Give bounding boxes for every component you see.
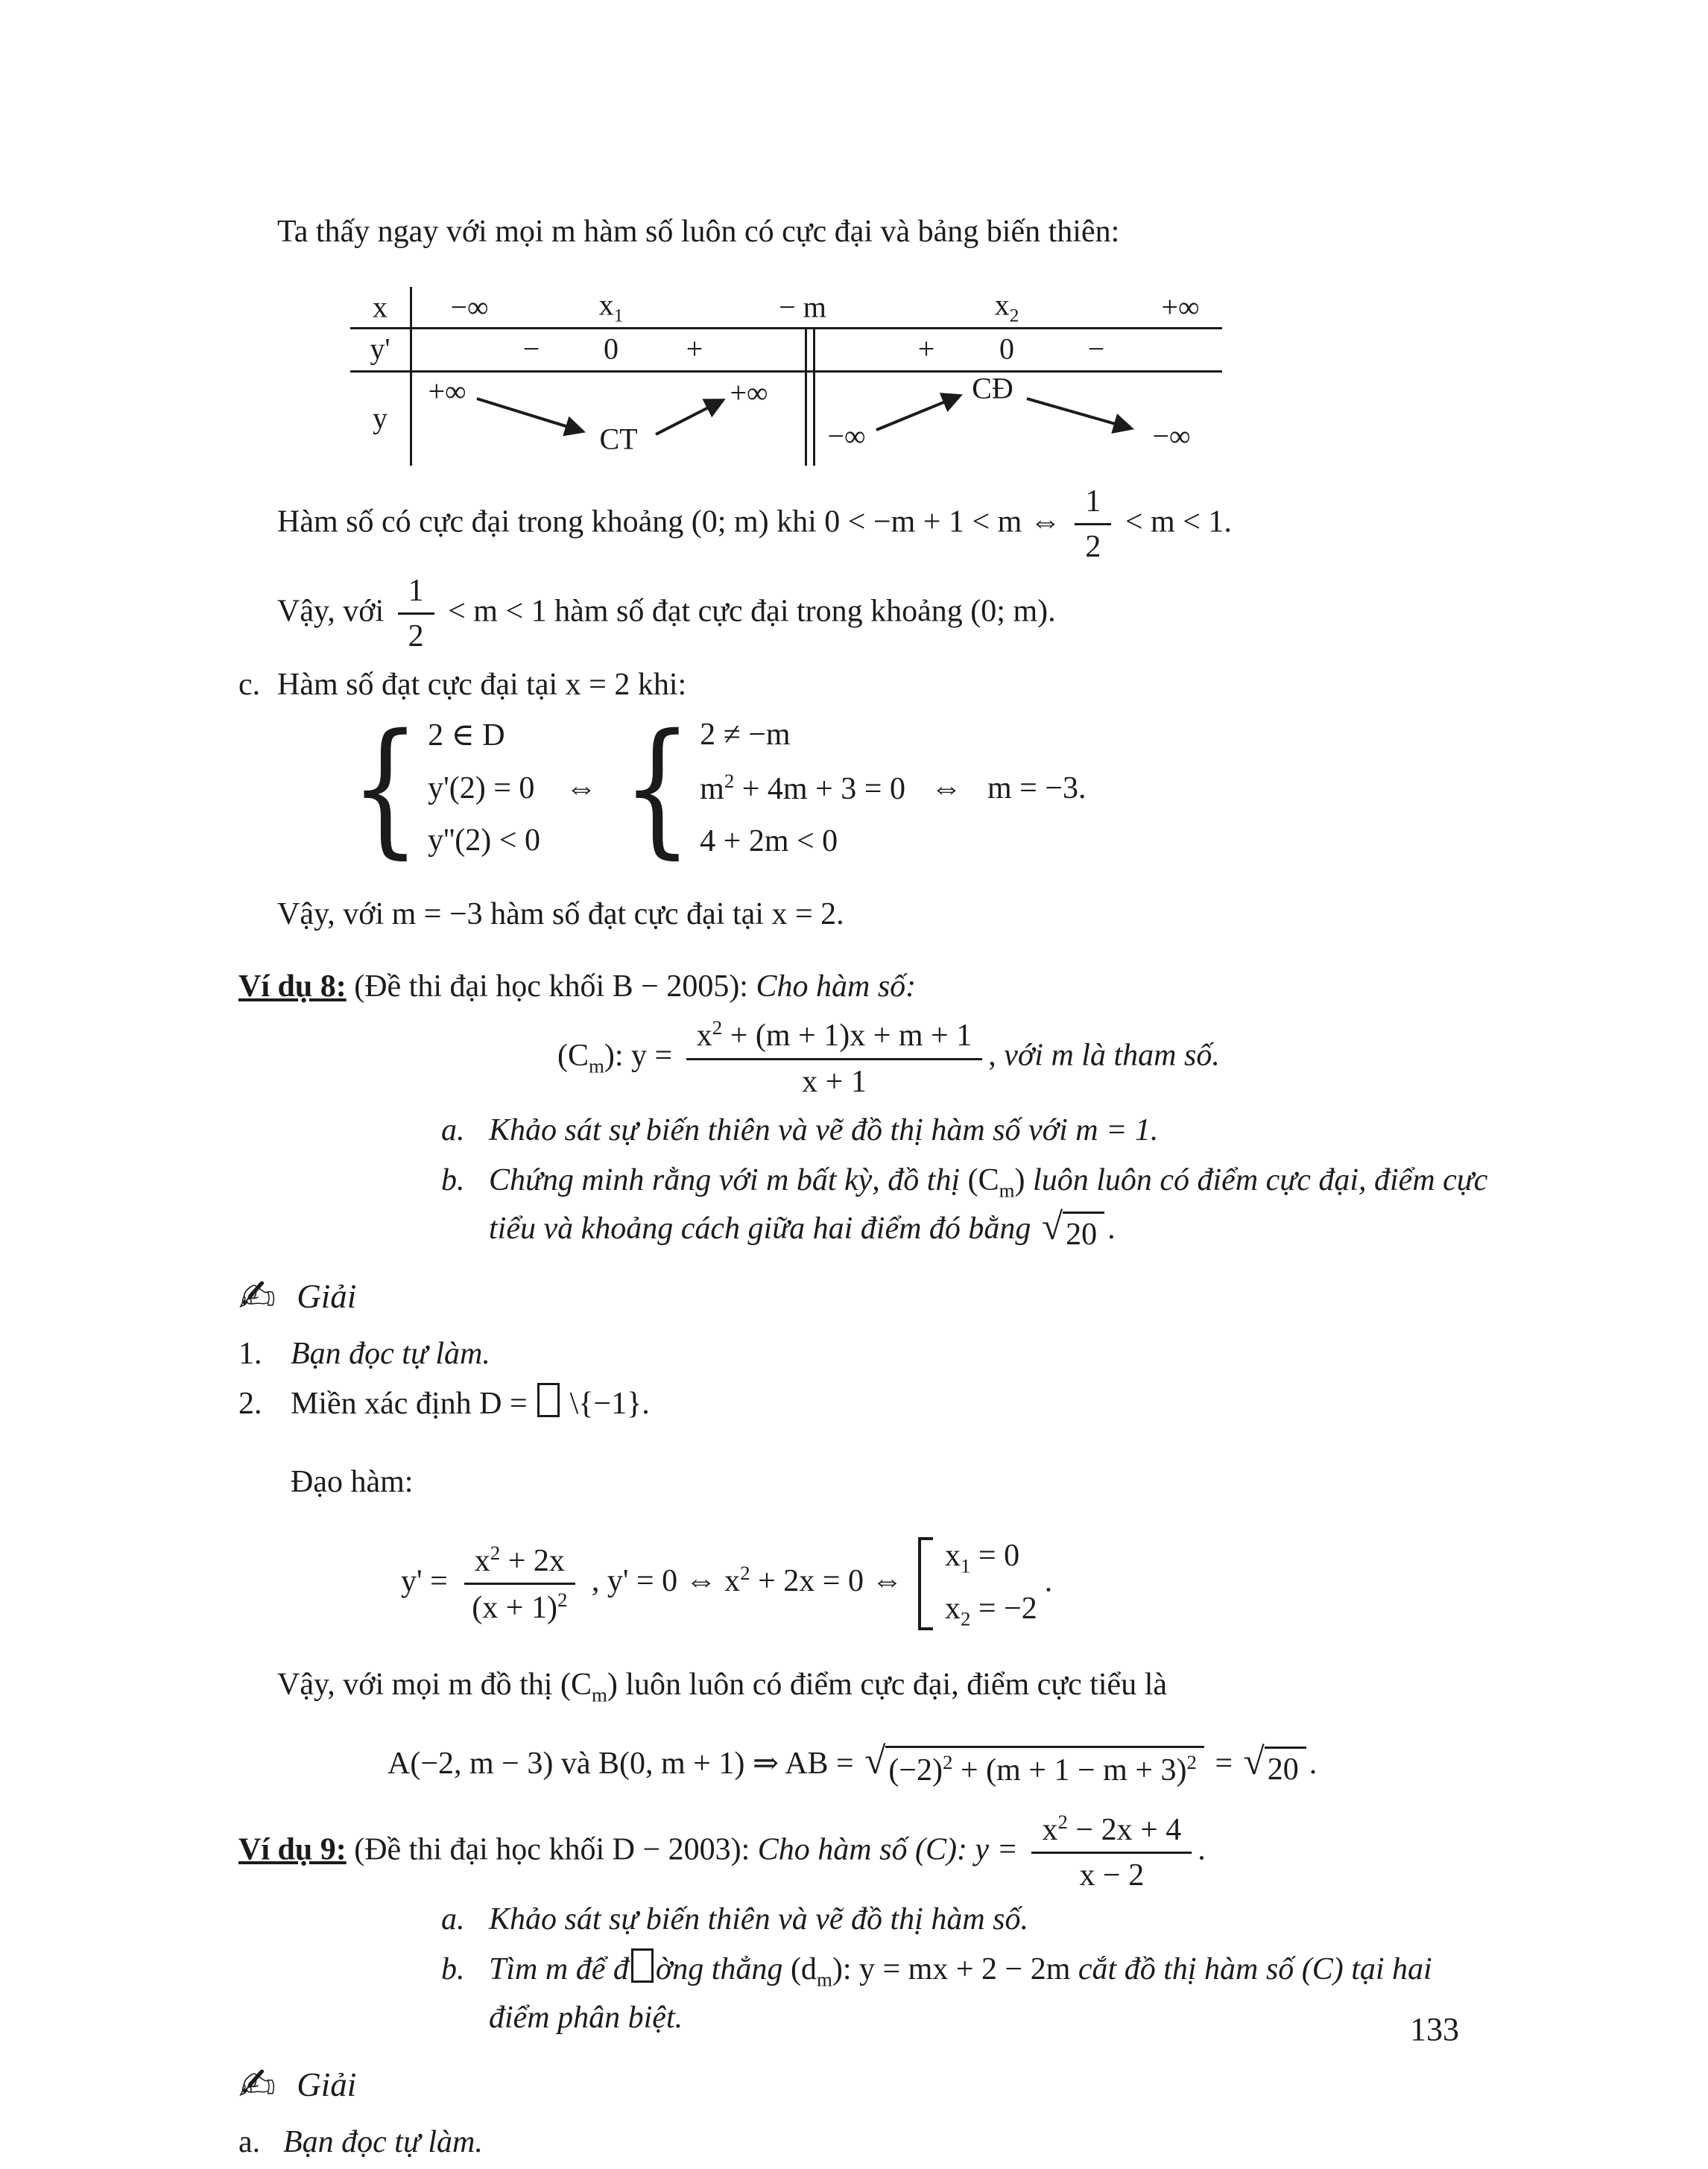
- variation-table: [350, 287, 1222, 466]
- example-9-end: .: [1198, 1832, 1206, 1867]
- dm-open: (d: [790, 1952, 817, 1987]
- vay-post: luôn luôn có điểm cực đại, điểm cực tiểu là: [617, 1668, 1168, 1703]
- example-8-header: [238, 963, 1498, 1010]
- rad-1-exp: 2: [943, 1751, 953, 1774]
- left-brace: {: [621, 703, 693, 873]
- item-b-marker: b.: [441, 1162, 465, 1197]
- square-bracket: [918, 1537, 933, 1630]
- system-line: 4 + 2m < 0: [700, 823, 838, 858]
- b-text-1: Chứng minh rằng với m bất kỳ, đồ thị: [489, 1162, 968, 1197]
- condition-pre: Hàm số có cực đại trong khoảng (0; m) khi 0 < −m + 1 < m ⇔: [277, 504, 1069, 539]
- item-a-text: Khảo sát sự biến thiên và vẽ đồ thị hàm số.: [489, 1902, 1029, 1937]
- rational-fraction: [1031, 1811, 1192, 1894]
- bbt-sign: −: [1087, 332, 1105, 366]
- item-c-text: Hàm số đạt cực đại tại x = 2 khi:: [277, 668, 687, 703]
- vay-1-line: [238, 573, 1498, 655]
- b-text-2: luôn luôn có điểm cực đại, điểm cực tiểu và khoảng cách giữa hai điểm đó bằng: [489, 1162, 1488, 1246]
- dm-line-ref: [790, 1952, 1078, 1991]
- cm-ref: [967, 1162, 1034, 1202]
- equation-tail: với m là tham số.: [1004, 1038, 1220, 1073]
- cases-column: [945, 1537, 1037, 1630]
- item-c: [238, 662, 1498, 709]
- yprime-lhs: y' =: [401, 1564, 456, 1599]
- x-exponent: 2: [490, 1542, 501, 1565]
- system-left-column: [428, 717, 540, 859]
- item-b-text: [489, 1946, 1498, 2042]
- cm-close: ): y =: [604, 1038, 680, 1073]
- solution-label: Giải: [297, 2066, 357, 2104]
- mid-exponent: 2: [740, 1562, 750, 1585]
- pen-icon: ✍: [238, 1270, 276, 1323]
- example-8-item-a: [441, 1107, 1498, 1154]
- m-base: m: [700, 771, 724, 806]
- solution-item-2: [238, 1381, 1498, 1428]
- dm-sub: m: [816, 1968, 832, 1991]
- left-brace: {: [350, 703, 421, 873]
- derivative-equation: [238, 1537, 1498, 1630]
- vay1-post: < m < 1 hàm số đạt cực đại trong khoảng (0; m).: [440, 594, 1056, 629]
- cm-function-lhs: [557, 1038, 680, 1077]
- iff-symbol: ⇔: [565, 770, 597, 805]
- example-8-item-b: [441, 1157, 1498, 1253]
- equation-rest: + 4m + 3 = 0: [734, 771, 905, 806]
- mid-2: + 2x = 0 ⇔: [750, 1564, 911, 1599]
- sqrt-20: [1041, 1205, 1104, 1253]
- bbt-cd-label: CĐ: [972, 371, 1013, 405]
- radicand: 20: [1265, 1747, 1306, 1788]
- system-line: 2 ≠ −m: [700, 718, 791, 753]
- table-divider: [350, 370, 1222, 373]
- fraction-denominator: x − 2: [1079, 1858, 1145, 1893]
- system-result: m = −3.: [987, 770, 1087, 805]
- x-base: x: [944, 1539, 961, 1574]
- table-divider: [410, 287, 412, 466]
- example-9-header: [238, 1811, 1498, 1894]
- example-9-intro: Cho hàm số (C): y =: [757, 1832, 1026, 1867]
- radical-sign: √: [864, 1740, 886, 1783]
- item-2-text: [291, 1381, 650, 1428]
- cm-sub: m: [589, 1054, 604, 1077]
- cm-sub: m: [999, 1179, 1015, 1202]
- item-2-marker: 2.: [238, 1387, 262, 1422]
- bbt-sign: +: [917, 332, 935, 366]
- item-a-marker: a.: [441, 1112, 465, 1147]
- table-double-bar: [805, 327, 807, 466]
- x-base: x: [474, 1544, 490, 1579]
- table-double-bar: [813, 327, 815, 466]
- radical-sign: √: [1041, 1205, 1063, 1248]
- bbt-sign: +: [686, 332, 703, 366]
- bbt-y-value: −∞: [827, 419, 866, 453]
- example-8-intro: Cho hàm số:: [756, 969, 917, 1004]
- item-a-marker: a.: [441, 1902, 465, 1937]
- bbt-sign: 0: [604, 332, 619, 366]
- item-a-text: Bạn đọc tự làm.: [283, 2125, 483, 2160]
- rad-2: + (m + 1 − m + 3): [952, 1753, 1187, 1788]
- item-a-text: Khảo sát sự biến thiên và vẽ đồ thị hàm số với m = 1.: [489, 1112, 1159, 1147]
- b-text-3: cắt đồ thị hàm số (C) tại hai điểm phân biệt.: [489, 1952, 1432, 2036]
- fraction-denominator: [461, 1585, 578, 1626]
- rad-2-exp: 2: [1186, 1751, 1197, 1774]
- solution-heading: [238, 1270, 1498, 1323]
- sqrt-20: [1243, 1741, 1306, 1788]
- missing-glyph-box: [537, 1383, 560, 1417]
- pen-icon: ✍: [238, 2059, 276, 2112]
- item-b-marker: b.: [441, 1952, 465, 1987]
- vay-pre: Vậy, với mọi m đồ thị: [277, 1668, 560, 1703]
- bbt-x-label: x: [373, 290, 388, 324]
- solution-cases: [918, 1537, 1037, 1630]
- example-8-source: (Đề thi đại học khối B − 2005):: [346, 969, 756, 1004]
- fraction-numerator: [464, 1542, 575, 1585]
- bbt-y-value: +∞: [730, 376, 768, 410]
- derivative-fraction: [461, 1542, 578, 1627]
- system-equation: [350, 703, 1498, 873]
- equation-middle: [583, 1564, 911, 1598]
- example-8-label: Ví dụ 8:: [238, 969, 347, 1004]
- fraction-denominator: 2: [1085, 530, 1101, 565]
- x-exponent: 2: [712, 1016, 723, 1039]
- fraction-one-half: [398, 573, 434, 655]
- cm-sub: m: [591, 1683, 607, 1706]
- page-content: [238, 177, 1498, 2169]
- system-line: [700, 769, 905, 808]
- cm-close: ): [607, 1668, 618, 1703]
- table-divider: [350, 327, 1222, 329]
- solution-9-item-a: [238, 2119, 1498, 2166]
- vay1-pre: Vậy, với: [277, 594, 392, 629]
- item-1-text: Bạn đọc tự làm.: [291, 1337, 490, 1372]
- cuc-dai-condition-line: [238, 484, 1498, 566]
- bbt-x1-base: x: [598, 288, 614, 322]
- equation-end: .: [1044, 1564, 1053, 1599]
- bbt-neg-m: − m: [779, 290, 826, 324]
- fraction-one-half: [1075, 484, 1111, 566]
- bbt-y-label: y: [373, 401, 388, 435]
- equation-comma: ,: [988, 1038, 1005, 1073]
- bbt-yprime-label: y': [370, 332, 390, 366]
- b-text-2: ờng thẳng: [655, 1952, 791, 1987]
- x-index: 2: [960, 1607, 971, 1630]
- example-9-source: (Đề thi đại học khối D − 2003):: [346, 1832, 758, 1867]
- sqrt-expression: [864, 1740, 1204, 1789]
- cm-open: (C: [560, 1668, 592, 1703]
- bbt-x2-sub: 2: [1009, 304, 1019, 326]
- numerator-rest: − 2x + 4: [1067, 1812, 1182, 1847]
- ab-equals: =: [1206, 1747, 1241, 1782]
- solution-item-1: [238, 1331, 1498, 1378]
- missing-glyph-box: [631, 1948, 654, 1983]
- case-rest: = 0: [970, 1539, 1020, 1574]
- cm-open: (C: [967, 1162, 999, 1197]
- radical-sign: √: [1243, 1741, 1265, 1784]
- bbt-pos-infinity: +∞: [1161, 290, 1200, 324]
- solution-heading: [238, 2059, 1498, 2112]
- page-number: 133: [1410, 2011, 1459, 2048]
- item-1-marker: 1.: [238, 1337, 262, 1372]
- system-line: 2 ∈ D: [428, 718, 505, 753]
- vay-2-paragraph: Vậy, với m = −3 hàm số đạt cực đại tại x = 2.: [277, 897, 844, 932]
- example-9-item-a: [441, 1896, 1498, 1943]
- iff-symbol: ⇔: [930, 770, 962, 805]
- fraction-denominator: x + 1: [802, 1064, 867, 1099]
- example-8-equation: [238, 1016, 1498, 1100]
- case-line: [945, 1537, 1037, 1578]
- item-a-marker: a.: [238, 2125, 261, 2160]
- system-line: y''(2) < 0: [428, 823, 540, 858]
- mid-1: , y' = 0 ⇔ x: [583, 1564, 741, 1599]
- bbt-x1: [599, 288, 624, 327]
- case-line: [945, 1590, 1037, 1631]
- x-exponent: 2: [1057, 1810, 1068, 1833]
- bbt-x1-sub: 1: [613, 304, 624, 326]
- system-right-column: [700, 716, 905, 860]
- fraction-numerator: 1: [1075, 484, 1111, 525]
- item-b-text: [489, 1157, 1498, 1253]
- den-exponent: 2: [557, 1589, 568, 1612]
- b-text-1: Tìm m để đ: [489, 1952, 629, 1987]
- condition-post: < m < 1.: [1117, 504, 1232, 539]
- rational-fraction: [686, 1016, 983, 1100]
- dm-close: ): y = mx + 2 − 2m: [832, 1952, 1078, 1987]
- b-text-end: .: [1107, 1211, 1116, 1246]
- x-base: x: [1042, 1812, 1058, 1847]
- case-rest: = −2: [970, 1591, 1037, 1626]
- derivative-label: Đạo hàm:: [291, 1465, 414, 1500]
- example-9-label: Ví dụ 9:: [238, 1832, 347, 1867]
- bbt-x2-base: x: [994, 288, 1010, 322]
- ab-pre: A(−2, m − 3) và B(0, m + 1) ⇒ AB =: [388, 1747, 862, 1782]
- fraction-numerator: [1031, 1811, 1192, 1854]
- cm-open: (C: [557, 1038, 589, 1073]
- fraction-denominator: 2: [408, 618, 424, 653]
- radicand: [885, 1746, 1204, 1789]
- item-c-marker: c.: [238, 668, 261, 703]
- radicand: 20: [1063, 1212, 1104, 1253]
- fraction-numerator: 1: [398, 573, 434, 615]
- numerator-rest: + (m + 1)x + m + 1: [722, 1019, 972, 1054]
- intro-paragraph: Ta thấy ngay với mọi m hàm số luôn có cực đại và bảng biến thiên:: [277, 215, 1120, 249]
- example-9-item-b: [441, 1946, 1498, 2042]
- cm-close: ): [1014, 1162, 1034, 1197]
- bbt-y-value: +∞: [428, 374, 466, 408]
- ab-distance-equation: [238, 1741, 1498, 1790]
- bbt-y-value: −∞: [1152, 419, 1191, 453]
- domain-pre: Miền xác định D =: [291, 1387, 536, 1422]
- rad-1: (−2): [888, 1753, 943, 1788]
- domain-post: \{−1}.: [562, 1387, 650, 1422]
- x-index: 1: [960, 1554, 971, 1577]
- solution-label: Giải: [297, 1278, 357, 1316]
- bbt-sign: 0: [999, 332, 1014, 366]
- system-line: y'(2) = 0: [428, 770, 535, 805]
- bbt-ct-label: CT: [599, 422, 638, 456]
- x-base: x: [944, 1591, 961, 1626]
- bbt-sign: −: [522, 332, 540, 366]
- bbt-x2: [995, 288, 1019, 327]
- vay-cm-paragraph: [238, 1662, 1498, 1710]
- den-base: (x + 1): [472, 1591, 557, 1626]
- fraction-numerator: [686, 1016, 983, 1060]
- ab-end: .: [1309, 1747, 1318, 1782]
- x-base: x: [696, 1019, 712, 1054]
- bbt-neg-infinity: −∞: [450, 290, 489, 324]
- cm-ref: [560, 1668, 618, 1706]
- numerator-rest: + 2x: [500, 1544, 565, 1579]
- m-exponent: 2: [724, 769, 735, 792]
